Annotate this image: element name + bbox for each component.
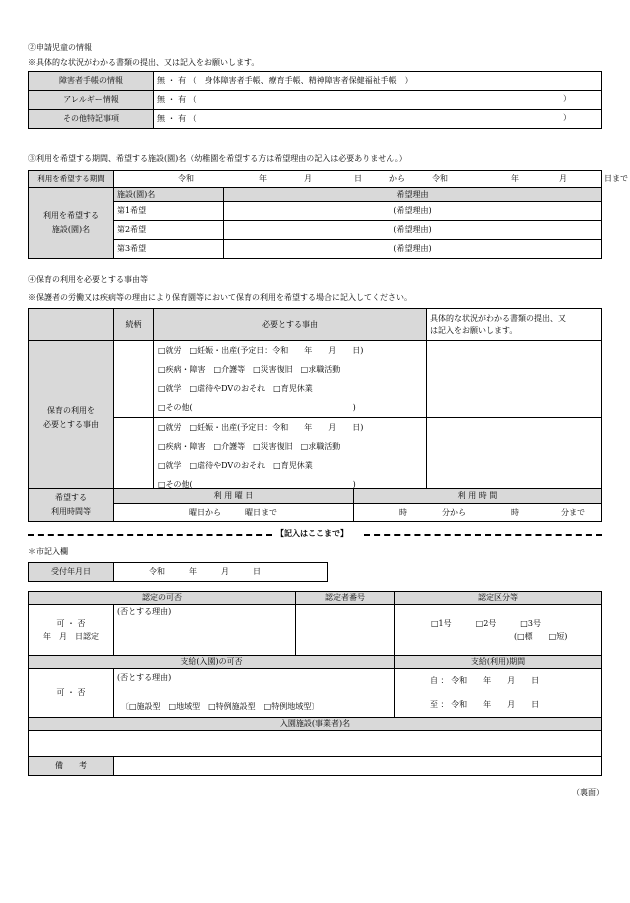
reason-table xyxy=(28,308,602,495)
payment-period-header: 支給(利用)期間 xyxy=(395,656,602,669)
reason-line[interactable]: □就労 □妊娠・出産(予定日：令和 年 月 日) xyxy=(158,423,364,432)
approval-yes-no[interactable]: 可 ・ 否 xyxy=(56,619,86,628)
period-reiwa-1: 令和 xyxy=(178,174,194,183)
docs-1[interactable] xyxy=(427,341,602,418)
relation-1[interactable] xyxy=(114,341,154,418)
category-header: 認定区分等 xyxy=(395,592,602,605)
hours-end-h: 時 xyxy=(511,508,519,517)
cut-line-right xyxy=(364,534,602,536)
sec4-title: ④保育の利用を必要とする事由等 xyxy=(28,275,148,284)
need-reason-label-line2: 必要とする事由 xyxy=(43,419,99,429)
disability-value[interactable]: 無 ・ 有 （ 身体障害者手帳、療育手帳、精神障害者保健福祉手帳 ） xyxy=(154,72,602,91)
reason-line[interactable]: □疾病・障害 □介護等 □災害復旧 □求職活動 xyxy=(158,365,341,374)
payment-period[interactable] xyxy=(395,669,602,718)
days-value[interactable]: 曜日から 曜日まで xyxy=(114,504,354,522)
category-line1[interactable]: □1号 □2号 □3号 xyxy=(431,619,541,628)
time-label xyxy=(29,489,114,522)
reason-line[interactable]: □就労 □妊娠・出産(予定日：令和 年 月 日) xyxy=(158,346,364,355)
allergy-open: 無 ・ 有 （ xyxy=(157,95,197,105)
received-value[interactable]: 令和 年 月 日 xyxy=(114,563,328,582)
remarks-value[interactable] xyxy=(114,757,602,776)
relation-header: 続柄 xyxy=(114,309,154,341)
approval-number[interactable] xyxy=(296,605,395,656)
entry-facility-header: 入園施設(事業者)名 xyxy=(29,718,602,731)
wish-3[interactable]: 第3希望 xyxy=(114,240,224,259)
docs-header xyxy=(427,309,602,341)
payment-reject-reason: (否とする理由) xyxy=(117,673,172,682)
wish-2[interactable]: 第2希望 xyxy=(114,221,224,240)
wish-1-reason[interactable]: (希望理由) xyxy=(224,202,602,221)
child-info-table xyxy=(28,71,602,129)
approval-left[interactable] xyxy=(29,605,114,656)
category-line2[interactable]: (□標 □短) xyxy=(514,632,568,641)
remarks-label: 備 考 xyxy=(29,757,114,776)
reason-options-2[interactable] xyxy=(154,418,427,495)
wish-3-reason[interactable]: (希望理由) xyxy=(224,240,602,259)
category-options[interactable] xyxy=(395,605,602,656)
docs-header-line2: は記入をお願いします。 xyxy=(430,325,518,335)
reason-line[interactable]: □疾病・障害 □介護等 □災害復旧 □求職活動 xyxy=(158,442,341,451)
city-title: ＊市記入欄 xyxy=(28,547,68,556)
reason-line[interactable]: □その他( ) xyxy=(158,403,356,412)
relation-2[interactable] xyxy=(114,418,154,495)
sec2-note: ※具体的な状況がわかる書類の提出、又は記入をお願いします。 xyxy=(28,58,260,67)
docs-2[interactable] xyxy=(427,418,602,495)
period-day-1: 日 xyxy=(354,174,362,183)
allergy-value[interactable] xyxy=(154,91,602,110)
approval-header: 認定の可否 xyxy=(29,592,296,605)
sec3-title: ③利用を希望する期間、希望する施設(園)名（幼稚園を希望する方は希望理由の記入は必要ありません。） xyxy=(28,154,407,163)
approval-table xyxy=(28,591,602,776)
approval-reject-reason[interactable]: (否とする理由) xyxy=(114,605,296,656)
reason-line[interactable]: □就学 □虐待やDVのおそれ □育児休業 xyxy=(158,384,313,393)
received-table xyxy=(28,562,328,582)
reason-header: 希望理由 xyxy=(224,188,602,202)
period-reiwa-2: 令和 xyxy=(432,174,448,183)
page-label: （裏面） xyxy=(572,788,604,797)
time-label-line2: 利用時間等 xyxy=(51,507,91,516)
facility-label-line2: 施設(園)名 xyxy=(51,225,91,234)
period-to-line[interactable]: 至 ： 令和 年 月 日 xyxy=(430,700,540,709)
hours-start-m: 分から xyxy=(442,508,466,517)
reason-line[interactable]: □その他( ) xyxy=(158,480,356,489)
facility-label-line1: 利用を希望する xyxy=(43,211,99,220)
facility-label xyxy=(29,188,114,259)
days-header: 利 用 曜 日 xyxy=(114,489,354,504)
cut-label: 【記入はここまで】 xyxy=(276,528,348,538)
approval-date: 年 月 日認定 xyxy=(43,632,99,641)
entry-facility-value[interactable] xyxy=(29,731,602,757)
hours-end-m: 分まで xyxy=(561,508,585,517)
facility-name-header: 施設(園)名 xyxy=(114,188,224,202)
need-reason-label xyxy=(29,341,114,495)
other-notes-close: ） xyxy=(563,113,571,122)
period-year-2: 年 xyxy=(511,174,519,183)
allergy-label: アレルギー情報 xyxy=(29,91,154,110)
sec2-title: ②申請児童の情報 xyxy=(28,43,92,52)
other-notes-value[interactable] xyxy=(154,110,602,129)
approval-no-header: 認定者番号 xyxy=(296,592,395,605)
period-year-1: 年 xyxy=(259,174,267,183)
cut-line-left xyxy=(28,534,272,536)
need-reason-label-line1: 保育の利用を xyxy=(47,405,95,415)
sec4-note: ※保護者の労働又は疾病等の理由により保育園等において保育の利用を希望する場合に記入してください。 xyxy=(28,293,412,302)
hours-header: 利 用 時 間 xyxy=(354,489,602,504)
reason-line[interactable]: □就学 □虐待やDVのおそれ □育児休業 xyxy=(158,461,313,470)
period-from: から xyxy=(389,174,405,183)
time-label-line1: 希望する xyxy=(55,493,87,502)
need-reason-header: 必要とする事由 xyxy=(154,309,427,341)
wish-2-reason[interactable]: (希望理由) xyxy=(224,221,602,240)
payment-detail[interactable] xyxy=(114,669,395,718)
period-until: 日まで xyxy=(604,174,628,183)
other-notes-label: その他特記事項 xyxy=(29,110,154,129)
hours-start-h: 時 xyxy=(399,508,407,517)
facility-table xyxy=(28,170,628,259)
docs-header-line1: 具体的な状況がわかる書類の提出、又 xyxy=(430,313,566,323)
disability-label: 障害者手帳の情報 xyxy=(29,72,154,91)
received-label: 受付年月日 xyxy=(29,563,114,582)
payment-left[interactable]: 可 ・ 否 xyxy=(29,669,114,718)
payment-header: 支給(入園)の可否 xyxy=(29,656,395,669)
time-table xyxy=(28,488,602,522)
period-label: 利用を希望する期間 xyxy=(29,171,114,188)
period-month-2: 月 xyxy=(559,174,567,183)
hours-value[interactable] xyxy=(354,504,602,522)
other-notes-open: 無 ・ 有 （ xyxy=(157,114,197,124)
reason-table-corner xyxy=(29,309,114,341)
period-from-line[interactable]: 自 ： 令和 年 月 日 xyxy=(430,676,540,685)
facility-type-options[interactable]: 〔□施設型 □地域型 □特例施設型 □特例地域型〕 xyxy=(121,702,320,711)
reason-options-1[interactable] xyxy=(154,341,427,418)
allergy-close: ） xyxy=(563,94,571,103)
period-value[interactable] xyxy=(114,171,628,188)
wish-1[interactable]: 第1希望 xyxy=(114,202,224,221)
period-month-1: 月 xyxy=(304,174,312,183)
